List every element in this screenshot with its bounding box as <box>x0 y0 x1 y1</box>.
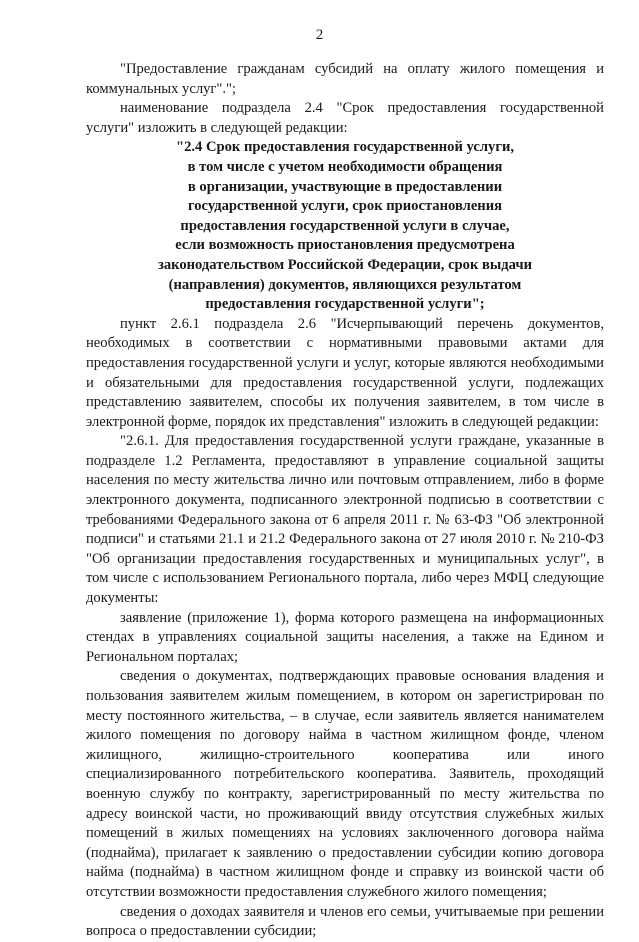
section-heading <box>86 138 604 314</box>
heading-line: если возможность приостановления предусмотрена <box>175 237 515 254</box>
heading-line: предоставления государственной услуги в случае, <box>180 217 510 234</box>
paragraph-subsection-title-instruction: наименование подраздела 2.4 "Срок предоставления государственной услуги" изложить в следующей редакции: <box>86 100 604 136</box>
paragraph-income-item: сведения о доходах заявителя и членов его семьи, учитываемые при решении вопроса о предоставлении субсидии; <box>86 903 604 940</box>
heading-line: государственной услуги, срок приостановления <box>187 198 503 215</box>
paragraph-service-name: "Предоставление гражданам субсидий на оплату жилого помещения и коммунальных услуг"."; <box>86 61 604 97</box>
heading-line: в том числе с учетом необходимости обращения <box>187 158 503 175</box>
heading-line: "2.4 Срок предоставления государственной услуги, <box>175 139 514 156</box>
page-number: 2 <box>315 27 324 43</box>
paragraph-application-item: заявление (приложение 1), форма которого размещена на информационных стендах в управлениях социальной защиты населения, а также на Едином и Региональном порталах; <box>86 609 604 665</box>
heading-line: предоставления государственной услуги"; <box>205 296 485 313</box>
paragraph-clause-instruction: пункт 2.6.1 подраздела 2.6 "Исчерпывающий перечень документов, необходимых в соответствии с нормативными правовыми актами для предоставления государственной услуги и услуг, которые являются необходимыми и обязательными для предоставления государственной услуги, подлежащих представлению заявителем, способы их получения заявителем, в том числе в электронной форме, порядок их представления" изложить в следующей редакции: <box>86 315 604 430</box>
paragraph-housing-documents-item: сведения о документах, подтверждающих правовые основания владения и пользования заявителем жилым помещением, в котором он зарегистрирован по месту постоянного жительства, – в случае, если заявитель является нанимателем жилого помещения по договору найма в частном жилищном фонде, членом жилищного, жилищно-строительного кооператива или иного специализированного потребительского кооператива. Заявитель, проходящий военную службу по контракту, зарегистрированный по месту жительства по адресу воинской части, но проживающий ввиду отсутствия служебных жилых помещений в жилых помещениях на условиях заключенного договора найма (поднайма), прилагает к заявлению о предоставлении субсидии копию договора найма (поднайма) в частном жилищном фонде и справку из воинской части об отсутствии возможности предоставления служебного жилого помещения; <box>86 668 604 900</box>
heading-line: (направления) документов, являющихся результатом <box>168 276 522 293</box>
document-body <box>86 60 604 942</box>
heading-line: законодательством Российской Федерации, срок выдачи <box>157 256 533 273</box>
heading-line: в организации, участвующие в предоставлении <box>187 178 503 195</box>
paragraph-clause-2-6-1: "2.6.1. Для предоставления государственной услуги граждане, указанные в подразделе 1.2 Регламента, предоставляют в управление социальной защиты населения по месту жительства лично или почтовым отправлением, либо в форме электронного документа, подписанного электронной подписью в соответствии с требованиями Федерального закона от 6 апреля 2011 г. № 63-ФЗ "Об электронной подписи" и статьями 21.1 и 21.2 Федерального закона от 27 июля 2010 г. № 210-ФЗ "Об организации предоставления государственных и муниципальных услуг", в том числе с использованием Регионального портала, либо через МФЦ следующие документы: <box>86 433 604 607</box>
